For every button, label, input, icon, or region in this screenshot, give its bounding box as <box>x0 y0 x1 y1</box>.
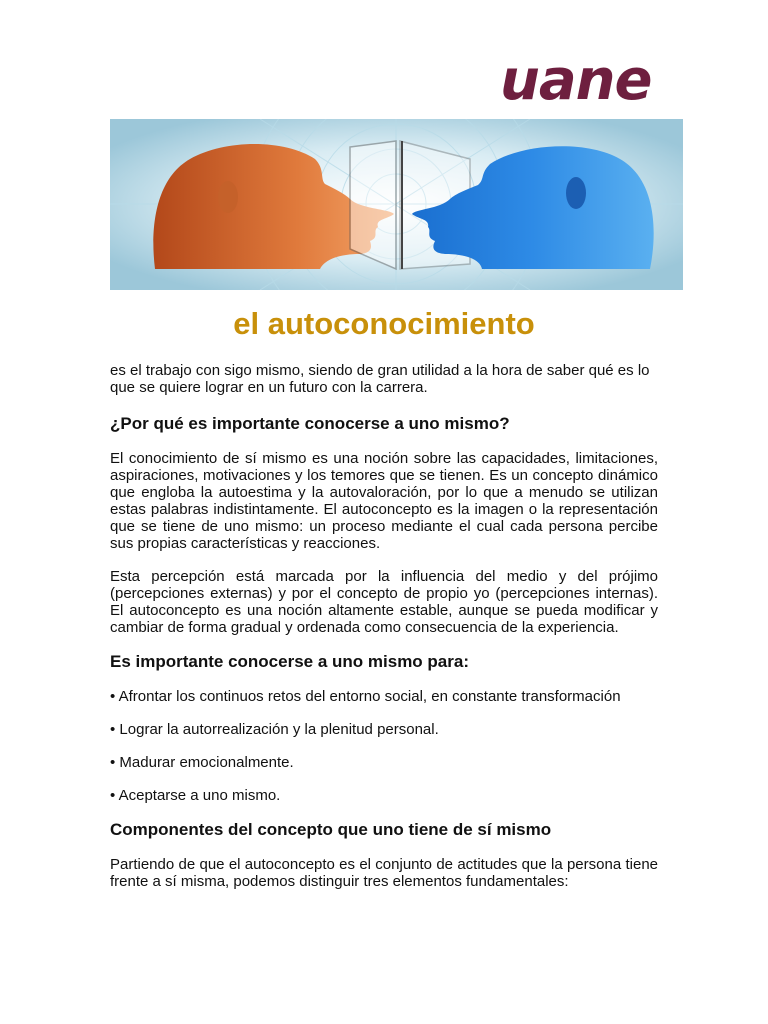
intro-paragraph: es el trabajo con sigo mismo, siendo de gran utilidad a la hora de saber qué es lo que se quiere lograr en un futuro con la carrera. <box>110 362 650 396</box>
list-item: • Lograr la autorrealización y la plenitud personal. <box>110 721 439 738</box>
hero-image <box>110 119 683 290</box>
paragraph-partiendo: Partiendo de que el autoconcepto es el conjunto de actitudes que la persona tiene frente a sí misma, podemos distinguir tres elementos fundamentales: <box>110 856 658 890</box>
paragraph-percepcion: Esta percepción está marcada por la influencia del medio y del prójimo (percepciones externas) y por el concepto de propio yo (percepciones internas). El autoconcepto es una noción altamente estable, aunque se pueda modificar y cambiar de forma gradual y ordenada como consecuencia de la experiencia. <box>110 568 658 636</box>
document-title: el autoconocimiento <box>233 306 535 341</box>
list-item: • Aceptarse a uno mismo. <box>110 787 281 804</box>
heading-importante-para: Es importante conocerse a uno mismo para: <box>110 652 469 671</box>
list-item: • Afrontar los continuos retos del entorno social, en constante transformación <box>110 688 621 705</box>
heading-por-que: ¿Por qué es importante conocerse a uno mismo? <box>110 414 510 433</box>
list-item: • Madurar emocionalmente. <box>110 754 294 771</box>
document-body <box>110 362 658 890</box>
uane-logo: uane <box>500 48 652 113</box>
two-heads-facing-image <box>110 119 683 290</box>
paragraph-conocimiento: El conocimiento de sí mismo es una noción sobre las capacidades, limitaciones, aspiraciones, motivaciones y los temores que se tienen. Es un concepto dinámico que engloba la autoestima y la autovaloración, por lo que a menudo se utilizan estas palabras indistintamente. El autoconcepto es la imagen o la representación que se tiene de uno mismo: un proceso mediante el cual cada persona percibe sus propias características y reacciones. <box>110 450 658 552</box>
heading-componentes: Componentes del concepto que uno tiene de sí mismo <box>110 820 552 839</box>
